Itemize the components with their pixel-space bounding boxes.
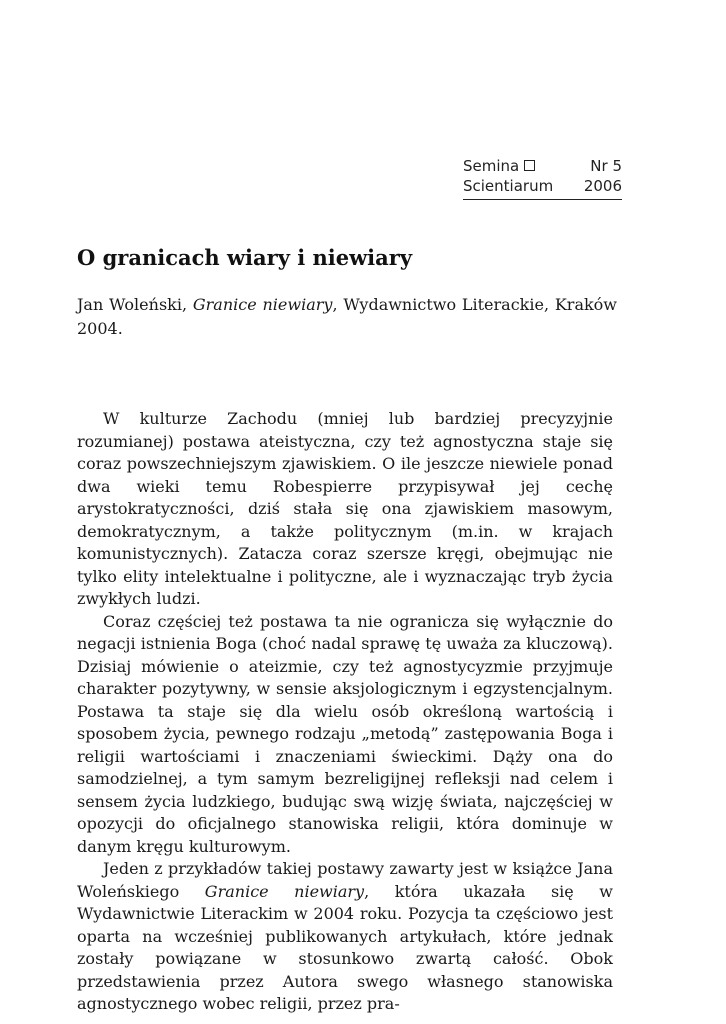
box-icon <box>524 160 535 171</box>
review-author: Jan Woleński, <box>77 295 188 314</box>
paragraph-1: W kulturze Zachodu (mniej lub bardziej precyzyjnie rozumianej) postawa ateistyczna, czy też agnostyczna staje się coraz powszechniejszym zjawiskiem. O ile jeszcze niewiele ponad dwa wieki temu Robespierre przypisywał jej cechę arystokratyczności, dziś stała się ona zjawiskiem masowym, demokratycznym, a także politycznym (m.in. w krajach komunistycznych). Zatacza coraz szersze kręgi, obejmując nie tylko elity intelektualne i polityczne, ale i wyznaczając tryb życia zwykłych ludzi. <box>77 409 613 608</box>
journal-name-line2: Scientiarum <box>463 177 554 195</box>
paragraph-2: Coraz częściej też postawa ta nie ogranicza się wyłącznie do negacji istnienia Boga (choć nadal sprawę tę uważa za kluczową). Dzisiaj mówienie o ateizmie, czy też agnostycyzmie przyjmuje charakter pozytywny, w sensie aksjologicznym i egzystencjalnym. Postawa ta staje się dla wielu osób określoną wartością i sposobem życia, pewnego rodzaju „metodą” zastępowania Boga i religii wartościami i znaczeniami świeckimi. Dąży ona do samodzielnej, a tym samym bezreligijnej refleksji nad celem i sensem życia ludzkiego, budując swą wizję świata, najczęściej w opozycji do oficjalnego stanowiska religii, która dominuje w danym kręgu kulturowym. <box>77 611 613 856</box>
journal-header <box>463 156 622 200</box>
issue-number: Nr 5 <box>590 157 622 175</box>
review-book-title: Granice niewiary <box>192 295 333 314</box>
article-body <box>77 408 613 1016</box>
review-publisher: , Wydawnictwo Literackie, Kraków 2004. <box>77 295 617 338</box>
header-row-2 <box>463 176 622 196</box>
paragraph-3 <box>77 858 613 1016</box>
paragraph-3-end: , która ukazała się w Wydawnictwie Literackim w 2004 roku. Pozycja ta częściowo jest oparta na wcześniej publikowanych artykułach, które jednak zostały powiązane w stosunkowo zwartą całość. Obok przedstawienia przez Autora swego własnego stanowiska agnostycznego wobec religii, przez pra- <box>77 881 613 1013</box>
issue-year: 2006 <box>583 177 622 195</box>
paragraph-3-start: Jeden z przykładów takiej postawy zawarty jest w książce Jana Woleńskiego <box>77 859 613 901</box>
reviewed-book-citation <box>77 293 617 341</box>
header-row-1 <box>463 156 622 176</box>
journal-name-line1: Semina <box>463 156 535 176</box>
article-title: O granicach wiary i niewiary <box>77 245 413 270</box>
paragraph-3-book-title: Granice niewiary <box>204 881 365 901</box>
